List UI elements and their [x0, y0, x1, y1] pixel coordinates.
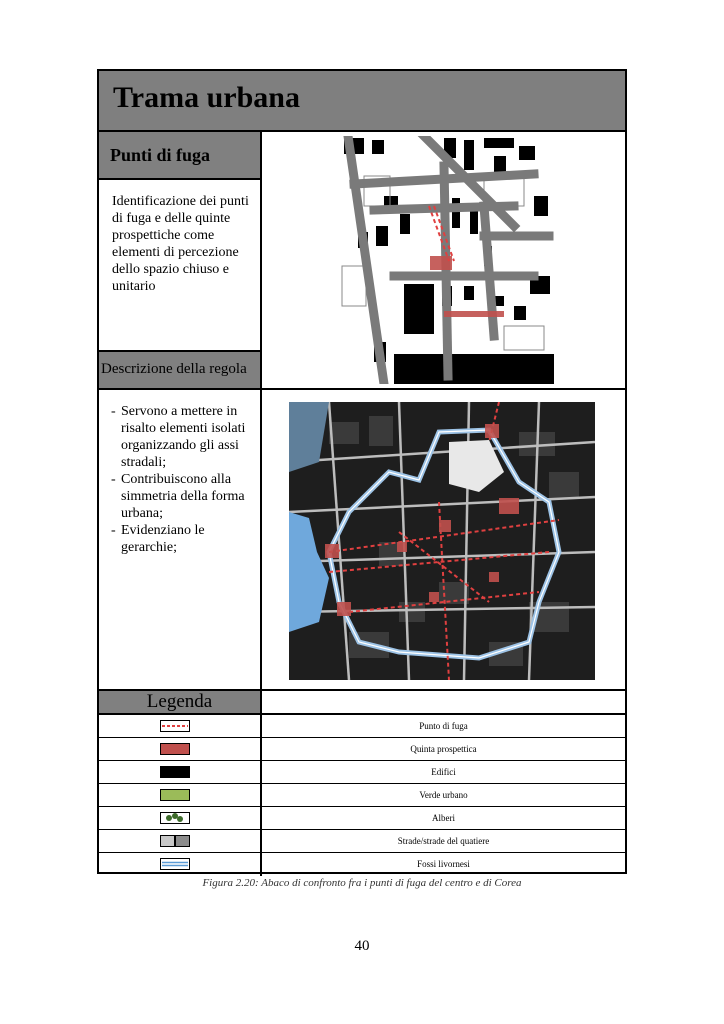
section-heading-descrizione: [99, 352, 262, 390]
legend-label: Fossi livornesi: [417, 859, 470, 869]
legend-heading-spacer: [262, 691, 625, 715]
page-number: 40: [354, 938, 370, 954]
green-fill-icon: [160, 789, 190, 801]
rule-bullet: - Evidenziano le gerarchie;: [111, 522, 256, 556]
section-heading-label: Punti di fuga: [110, 145, 211, 165]
grey-road-icon: [160, 835, 190, 847]
black-fill-icon: [160, 766, 190, 778]
description-text: Identificazione dei punti di fuga e delle quinte prospettiche come elementi di percezione dello spazio chiuso e unitario: [112, 194, 249, 294]
legend-heading-label: Legenda: [146, 691, 213, 712]
rule-bullet-list: [111, 403, 256, 556]
legend-heading: [99, 691, 262, 715]
trees-icon: [160, 812, 190, 824]
legend-label: Alberi: [432, 813, 455, 823]
map-centro-cell: [262, 390, 625, 691]
rule-sheet: [97, 69, 627, 874]
legend-label: Verde urbano: [419, 790, 468, 800]
legend-row: [99, 807, 625, 830]
legend-table: [99, 715, 625, 876]
map-corea-cell: [262, 132, 625, 390]
rule-bullet: - Contribuiscono alla simmetria della forma urbana;: [111, 471, 256, 522]
rule-description: [99, 390, 262, 691]
legend-label: Quinta prospettica: [410, 744, 477, 754]
canal-icon: [160, 858, 190, 870]
section-heading-punti-di-fuga: [99, 132, 262, 180]
legend-row: [99, 830, 625, 853]
legend-row: [99, 738, 625, 761]
legend-row: [99, 853, 625, 876]
dashed-red-line-icon: [160, 720, 190, 732]
title-bar: [99, 71, 625, 132]
figure-caption: Figura 2.20: Abaco di confronto fra i punti di fuga del centro e di Corea: [202, 877, 522, 889]
legend-label: Strade/strade del quatiere: [397, 836, 490, 846]
red-fill-icon: [160, 743, 190, 755]
rule-bullet: - Servono a mettere in risalto elementi isolati organizzando gli assi stradali;: [111, 403, 256, 471]
section-heading-label: Descrizione della regola: [101, 361, 247, 377]
legend-label: Punto di fuga: [419, 721, 468, 731]
section-description: [99, 180, 262, 352]
legend-label: Edifici: [431, 767, 456, 777]
legend-row: [99, 715, 625, 738]
legend-row: [99, 784, 625, 807]
page-title: Trama urbana: [113, 81, 300, 114]
legend-row: [99, 761, 625, 784]
map-centro: [289, 402, 595, 680]
map-corea: [334, 136, 554, 384]
